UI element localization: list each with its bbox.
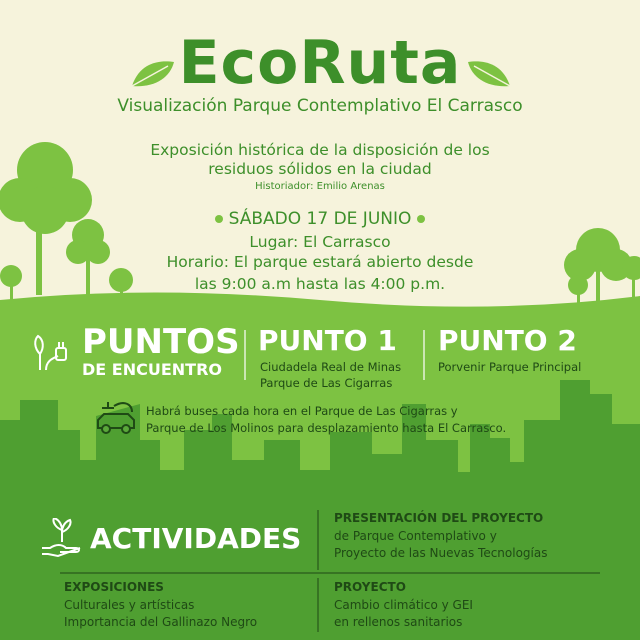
event-hours — [0, 251, 640, 295]
point1-line: Parque de Las Cigarras — [260, 376, 393, 390]
expo-line: Importancia del Gallinazo Negro — [64, 615, 258, 629]
project-line: Cambio climático y GEI — [334, 598, 473, 612]
exhibition-line: Exposición histórica de la disposición de los — [150, 141, 490, 159]
point1-line: Ciudadela Real de Minas — [260, 360, 402, 374]
expo-title: EXPOSICIONES — [64, 580, 164, 594]
presentation-line: Proyecto de las Nuevas Tecnologías — [334, 546, 548, 560]
electric-car-icon — [94, 398, 140, 436]
bullet-dot — [417, 215, 425, 223]
hours-line: las 9:00 a.m hasta las 4:00 p.m. — [194, 275, 446, 293]
expo-line: Culturales y artísticas — [64, 598, 195, 612]
point2-line: Porvenir Parque Principal — [438, 360, 582, 374]
project-title: PROYECTO — [334, 580, 406, 594]
presentation-title: PRESENTACIÓN DEL PROYECTO — [334, 511, 544, 525]
event-place: Lugar: El Carrasco — [249, 233, 391, 251]
presentation-line: de Parque Contemplativo y — [334, 529, 497, 543]
point1-title: PUNTO 1 — [258, 324, 397, 357]
bus-info-line: Parque de Los Molinos para desplazamiento hasta El Carrasco. — [146, 421, 507, 435]
historian-credit: Historiador: Emilio Arenas — [255, 181, 385, 192]
meeting-subheading: DE ENCUENTRO — [82, 360, 222, 379]
point2-title: PUNTO 2 — [438, 324, 577, 357]
hand-plant-icon — [40, 518, 86, 558]
bus-info-line: Habrá buses cada hora en el Parque de Las Cigarras y — [146, 404, 458, 418]
exhibition-description — [0, 141, 640, 179]
meeting-heading: PUNTOS — [82, 322, 240, 362]
hours-line: Horario: El parque estará abierto desde — [166, 253, 474, 271]
bullet-dot — [215, 215, 223, 223]
date-text: SÁBADO 17 DE JUNIO — [228, 209, 412, 229]
project-line: en rellenos sanitarios — [334, 615, 463, 629]
activities-heading: ACTIVIDADES — [90, 522, 302, 555]
plant-plug-icon — [32, 330, 72, 374]
event-subtitle: Visualización Parque Contemplativo El Carrasco — [117, 96, 523, 116]
exhibition-line: residuos sólidos en la ciudad — [208, 160, 432, 178]
event-title: EcoRuta — [178, 28, 462, 98]
event-date — [0, 209, 640, 229]
